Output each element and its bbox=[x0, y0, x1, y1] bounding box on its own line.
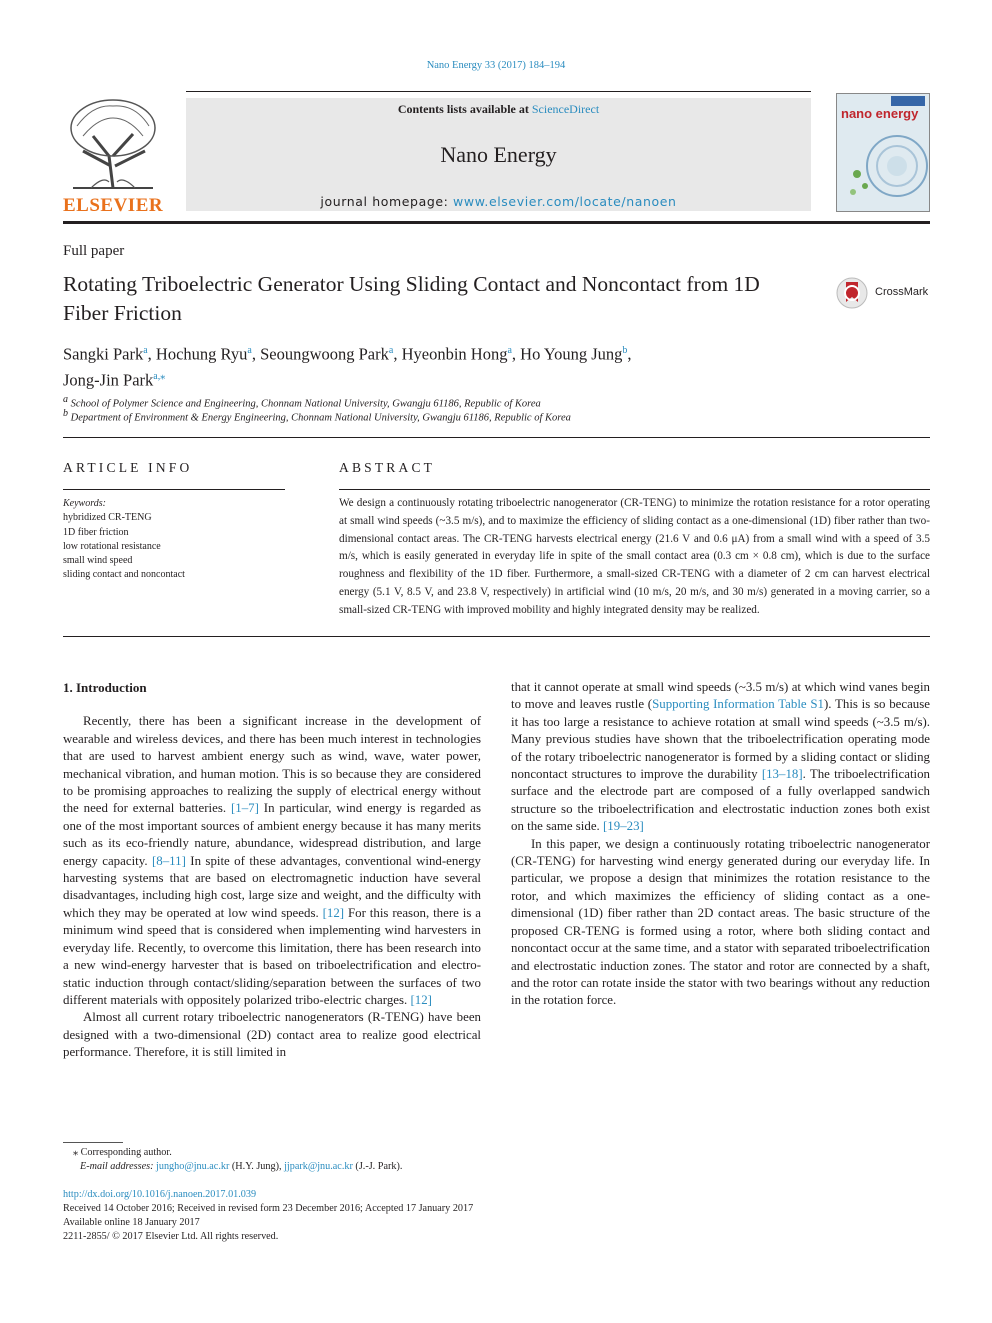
crossmark-badge[interactable] bbox=[836, 276, 936, 312]
journal-cover[interactable] bbox=[836, 93, 930, 212]
cover-title: nano energy bbox=[841, 106, 919, 121]
journal-banner bbox=[186, 98, 811, 211]
sciencedirect-link[interactable]: ScienceDirect bbox=[531, 102, 600, 116]
author-list bbox=[63, 340, 823, 391]
affiliation-a-text: School of Polymer Science and Engineering, Chonnam National University, Gwangju 61186, Republic of Korea bbox=[70, 398, 541, 410]
author-name: Sangki Park bbox=[63, 344, 144, 364]
abstract-text: We design a continuously rotating triboelectric nanogenerator (CR-TENG) to minimize the rotation resistance for a rotor operating at small wind speeds (~3.5 m/s), and to maximize the efficiency of sliding contact as a one-dimensional (1D) fiber rather than two-dimensional contact areas. The CR-TENG harvests electrical energy (21.6 V and 0.6 μA) from a small wind with a speed of 3.5 m/s, which is easily generated in everyday life in spite of the small contact area (0.3 cm × 0.8 cm), which is due to the surface roughness and flexibility of the 1D fiber. Furthermore, a small-sized CR-TENG with a diameter of 2 cm can harvest electrical energy (5.1 V, 8.5 V, and 23.8 V, respectively) in artificial wind (10 m/s, 20 m/s, and 30 m/s) generated in a moving carrier, so a small-sized CR-TENG with improved mobility and highly integrated density may be realized. bbox=[339, 497, 930, 616]
banner-top-rule bbox=[186, 91, 811, 92]
article-info-rule bbox=[63, 489, 285, 490]
crossmark-label: CrossMark bbox=[875, 286, 929, 298]
author-affiliation-marker[interactable]: a bbox=[143, 345, 148, 356]
intro-p1-text-d: For this reason, there is a minimum wind speed that is considered when implementing wind harvesters in everyday life. Recently, to overcome this limitation, there has been research into a new wind-energy harvester that is based on triboelectrification and electro-static induction through contact/sliding/separation between the surfaces of two different materials with oppositely polarized tribo-electric charges. bbox=[63, 905, 481, 1007]
supporting-info-link[interactable]: Supporting Information Table S1 bbox=[652, 697, 824, 712]
author-name: Hochung Ryu bbox=[155, 344, 248, 364]
corresponding-author-note: ⁎ Corresponding author. bbox=[73, 1147, 172, 1158]
homepage-prefix: journal homepage: bbox=[320, 194, 454, 209]
author-separator: , bbox=[147, 344, 156, 364]
citation-link[interactable]: [1–7] bbox=[230, 801, 259, 816]
intro-p2-text-a: that it cannot operate at small wind speeds (~3.5 m/s) at which wind vanes begin to move and leaves rustle ( bbox=[511, 680, 930, 712]
homepage-link[interactable]: www.elsevier.com/locate/nanoen bbox=[453, 194, 677, 209]
email-link-jung[interactable]: jungho@jnu.ac.kr bbox=[156, 1161, 230, 1172]
author-name: Hyeonbin Hong bbox=[401, 344, 508, 364]
body-right-column bbox=[511, 679, 930, 1010]
elsevier-tree-icon bbox=[63, 96, 163, 192]
contents-prefix: Contents lists available at bbox=[397, 102, 532, 116]
author-name: Seoungwoong Park bbox=[260, 344, 389, 364]
crossmark-icon bbox=[836, 276, 868, 310]
keywords-block bbox=[63, 497, 185, 583]
author-affiliation-marker[interactable]: a,⁎ bbox=[153, 370, 166, 382]
citation-link[interactable]: [12] bbox=[410, 992, 432, 1007]
email1-owner: (H.Y. Jung), bbox=[229, 1161, 285, 1172]
journal-reference[interactable]: Nano Energy 33 (2017) 184–194 bbox=[426, 60, 566, 71]
author-separator: , bbox=[627, 344, 632, 364]
keyword-item: small wind speed bbox=[63, 555, 133, 567]
intro-p1-text-b: In particular, wind energy is regarded as one of the most important sources of ambient energy because it has many merits such as its eco-friendly nature, abundance, widespread distribution, and large energy capacity. bbox=[63, 801, 481, 868]
publisher-name: ELSEVIER bbox=[63, 195, 164, 216]
keyword-item: low rotational resistance bbox=[63, 540, 161, 552]
journal-name: Nano Energy bbox=[440, 142, 557, 167]
author-separator: , bbox=[251, 344, 261, 364]
intro-p1-text-a: Recently, there has been a significant increase in the development of wearable and wireless devices, and there has been much interest in technologies that are used to harvest ambient energy such as wind, wave, water power, mechanical vibration, and human motion. This is so because they are considered to be promising approaches to realizing the supply of electrical energy without the need for external batteries. bbox=[63, 714, 481, 816]
copyright-line: 2211-2855/ © 2017 Elsevier Ltd. All rights reserved. bbox=[63, 1231, 279, 1242]
affiliation-b bbox=[63, 408, 571, 424]
contents-line bbox=[186, 102, 811, 117]
intro-p2-text-b: ). This is so because it has too large a resistance to achieve rotation at small wind speeds (~3.5 m/s). Many previous studies have shown that the triboelectrification operating mode of the rotary triboelectric nanogenerator is formed by a sliding contact or sliding noncontact structures to improve the durability bbox=[511, 697, 930, 782]
citation-link[interactable]: [19–23] bbox=[603, 819, 644, 834]
body-left-column bbox=[63, 679, 481, 1062]
affiliation-b-text: Department of Environment & Energy Engineering, Chonnam National University, Gwangju 61186, Republic of Korea bbox=[70, 412, 571, 424]
author-name: Jong-Jin Park bbox=[63, 370, 154, 389]
received-dates: Received 14 October 2016; Received in revised form 23 December 2016; Accepted 17 January 2017 bbox=[63, 1203, 474, 1214]
citation-link[interactable]: [12] bbox=[322, 905, 345, 920]
author-separator: , bbox=[393, 344, 402, 364]
elsevier-logo bbox=[63, 96, 164, 216]
abstract-rule bbox=[339, 489, 930, 490]
keyword-item: sliding contact and noncontact bbox=[63, 569, 185, 581]
affiliation-b-marker: b bbox=[63, 408, 68, 419]
intro-p1-text-c: In spite of these advantages, conventional wind-energy harvesting systems that are based on electromagnetic induction have several disadvantages, including high cost, large size and weight, and the difficulty with which they may be operated at low wind speeds. bbox=[63, 853, 481, 920]
abstract-heading: ABSTRACT bbox=[339, 460, 436, 475]
email-label: E-mail addresses: bbox=[80, 1161, 157, 1172]
email-link-park[interactable]: jjpark@jnu.ac.kr bbox=[284, 1161, 353, 1172]
article-type: Full paper bbox=[63, 243, 125, 259]
divider-affiliations bbox=[63, 437, 930, 438]
citation-link[interactable]: [13–18] bbox=[761, 767, 803, 782]
email2-owner: (J.-J. Park). bbox=[352, 1161, 403, 1172]
author-separator: , bbox=[511, 344, 521, 364]
introduction-heading: 1. Introduction bbox=[63, 680, 147, 695]
affiliation-a-marker: a bbox=[63, 394, 68, 405]
intro-paragraph-2-cont bbox=[511, 679, 930, 836]
available-online: Available online 18 January 2017 bbox=[63, 1217, 200, 1228]
intro-p2-text-c: . The triboelectrification surface and the electrode part are composed of a fully overlapped sandwich structure so the triboelectrification and electrostatic induction zones both exist on the same side. bbox=[511, 767, 930, 834]
author-affiliation-marker[interactable]: b bbox=[622, 345, 628, 356]
keyword-item: hybridized CR-TENG bbox=[63, 512, 152, 524]
footnote-rule bbox=[63, 1142, 123, 1143]
keywords-label: Keywords: bbox=[63, 498, 106, 509]
email-addresses bbox=[80, 1160, 402, 1174]
intro-paragraph-1 bbox=[63, 713, 481, 1009]
article-info-heading: ARTICLE INFO bbox=[63, 460, 193, 475]
intro-paragraph-3: In this paper, we design a continuously rotating triboelectric nanogenerator (CR-TENG) for harvesting wind energy generated during our everyday life. In particular, we propose a design that minimizes the rotation resistance to the rotor, and which maximizes the efficiency of sliding contact as a one-dimensional (1D) fiber rather than 2D contact areas. The basic structure of the proposed CR-TENG is formed using a rotor, where both sliding contact and noncontact occur at the same time, and a stator with separated triboelectrification and electrostatic induction zones. The stator and rotor are connected by a shaft, and the rotor can rotate inside the stator with two bearings without any reduction in the rotation force. bbox=[511, 836, 930, 1008]
author-affiliation-marker[interactable]: a bbox=[247, 345, 252, 356]
article-title: Rotating Triboelectric Generator Using Sliding Contact and Noncontact from 1D Fiber Friction bbox=[63, 272, 760, 325]
author-affiliation-marker[interactable]: a bbox=[507, 345, 512, 356]
homepage-line bbox=[186, 194, 811, 209]
header-thick-rule bbox=[63, 221, 930, 224]
intro-paragraph-2: Almost all current rotary triboelectric nanogenerators (R-TENG) have been designed with a two-dimensional (2D) contact area to realize good electrical performance. Therefore, it is still limited in bbox=[63, 1010, 481, 1060]
citation-link[interactable]: [8–11] bbox=[151, 853, 186, 868]
author-affiliation-marker[interactable]: a bbox=[388, 345, 394, 356]
doi-link[interactable]: http://dx.doi.org/10.1016/j.nanoen.2017.01.039 bbox=[63, 1189, 257, 1200]
divider-abstract bbox=[63, 636, 930, 637]
author-name: Ho Young Jung bbox=[520, 344, 623, 364]
keyword-item: 1D fiber friction bbox=[63, 526, 129, 538]
